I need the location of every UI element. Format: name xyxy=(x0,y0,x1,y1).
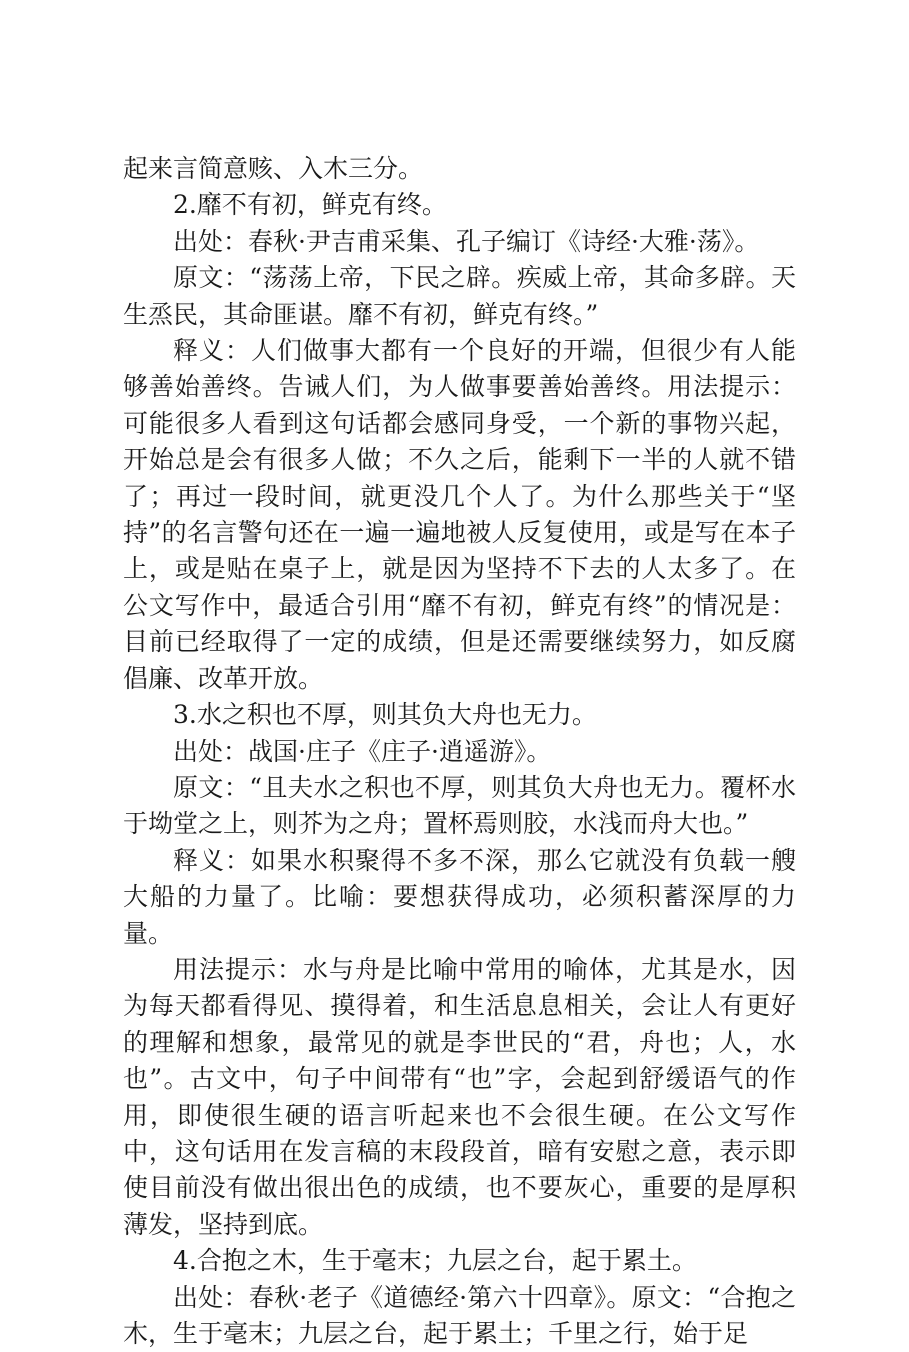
quote-heading-2: 2.靡不有初，鲜克有终。 xyxy=(173,190,447,220)
source-paragraph: 出处：春秋·尹吉甫采集、孔子编订《诗经·大雅·荡》。 xyxy=(173,226,760,256)
paragraph-continuation: 起来言简意赅、入木三分。 xyxy=(123,154,424,183)
source-paragraph: 出处：春秋·老子《道德经·第六十四章》。原文：“合抱之木，生于毫末；九层之台，起于累土；千里之行，始于足 xyxy=(123,1282,796,1348)
usage-tip-paragraph: 用法提示：水与舟是比喻中常用的喻体，尤其是水，因为每天都看得见、摸得着，和生活息息相关，会让人有更好的理解和想象，最常见的就是李世民的“君，舟也；人，水也”。古文中，句子中间带有“也”字，会起到舒缓语气的作用，即使很生硬的语言听起来也不会很生硬。在公文写作中，这句话用在发言稿的末段段首，暗有安慰之意，表示即使目前没有做出很出色的成绩，也不要灰心，重要的是厚积薄发，坚持到底。 xyxy=(123,954,796,1239)
original-text-paragraph: 原文：“荡荡上帝，下民之辟。疾威上帝，其命多辟。天生烝民，其命匪谌。靡不有初，鲜克有终。” xyxy=(123,263,796,329)
source-paragraph: 出处：战国·庄子《庄子·逍遥游》。 xyxy=(173,736,552,766)
document-page xyxy=(123,151,796,1352)
explanation-paragraph: 释义：如果水积聚得不多不深，那么它就没有负载一艘大船的力量了。比喻：要想获得成功，必须积蓄深厚的力量。 xyxy=(123,845,796,948)
quote-heading-4: 4.合抱之木，生于毫末；九层之台，起于累土。 xyxy=(173,1246,697,1276)
original-text-paragraph: 原文：“且夫水之积也不厚，则其负大舟也无力。覆杯水于坳堂之上，则芥为之舟；置杯焉则胶，水浅而舟大也。” xyxy=(123,772,796,839)
explanation-paragraph: 释义：人们做事大都有一个良好的开端，但很少有人能够善始善终。告诫人们，为人做事要善始善终。用法提示：可能很多人看到这句话都会感同身受，一个新的事物兴起，开始总是会有很多人做；不久之后，能剩下一半的人就不错了；再过一段时间，就更没几个人了。为什么那些关于“坚持”的名言警句还在一遍一遍地被人反复使用，或是写在本子上，或是贴在桌子上，就是因为坚持不下去的人太多了。在公文写作中，最适合引用“靡不有初，鲜克有终”的情况是：目前已经取得了一定的成绩，但是还需要继续努力，如反腐倡廉、改革开放。 xyxy=(123,336,796,693)
quote-heading-3: 3.水之积也不厚，则其负大舟也无力。 xyxy=(173,700,597,730)
